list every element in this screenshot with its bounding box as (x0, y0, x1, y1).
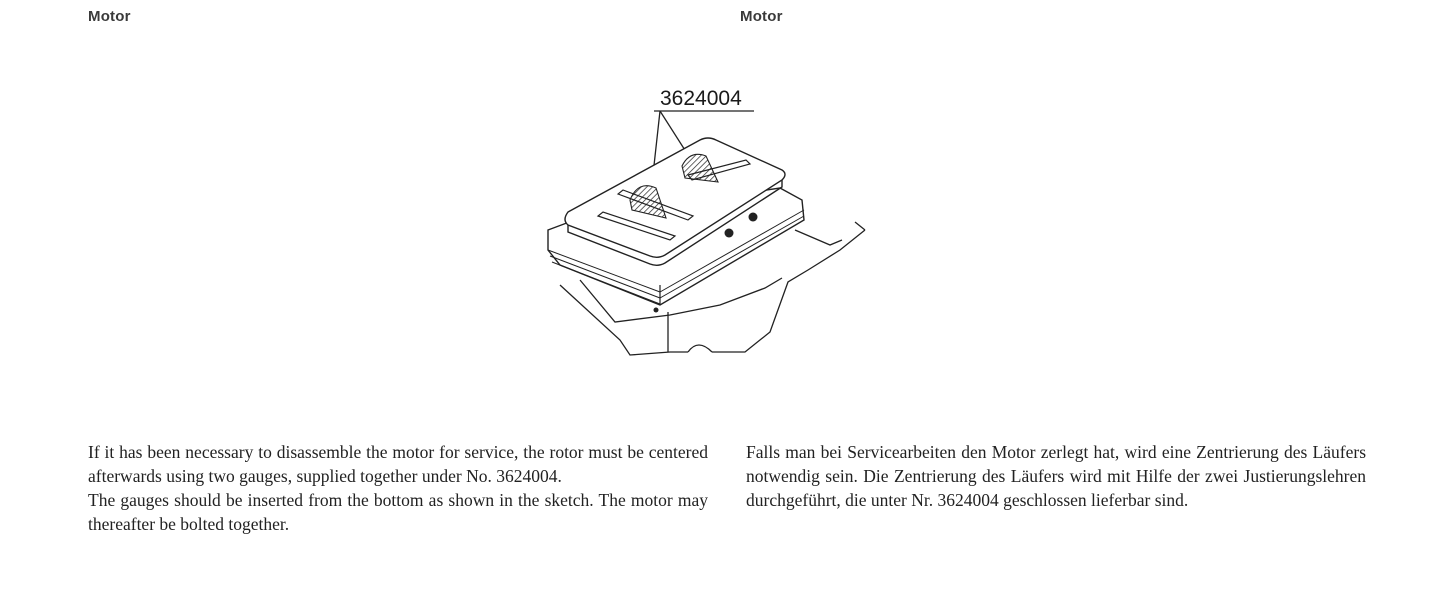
bolt-1 (725, 229, 734, 238)
english-paragraph-2: The gauges should be inserted from the bottom as shown in the sketch. The motor may thereafter be bolted together. (88, 490, 708, 534)
page-heading-german: Motor (740, 8, 783, 25)
bolt-3 (654, 308, 659, 313)
motor-gauge-sketch (520, 70, 920, 390)
part-number-label: 3624004 (660, 87, 742, 110)
bolt-2 (749, 213, 758, 222)
german-paragraph: Falls man bei Servicearbeiten den Motor zerlegt hat, wird eine Zentrierung des Läufers notwendig sein. Die Zentrierung des Läufers wird mit Hilfe der zwei Justierungslehren durchgeführt, die unter Nr. 3624004 geschlossen lieferbar sind. (746, 442, 1366, 510)
german-text-column (746, 440, 1366, 512)
page-heading-english: Motor (88, 8, 131, 25)
motor-sketch-drawing (520, 70, 920, 390)
english-paragraph-1: If it has been necessary to disassemble the motor for service, the rotor must be centered afterwards using two gauges, supplied together under No. 3624004. (88, 442, 708, 486)
english-text-column (88, 440, 708, 536)
